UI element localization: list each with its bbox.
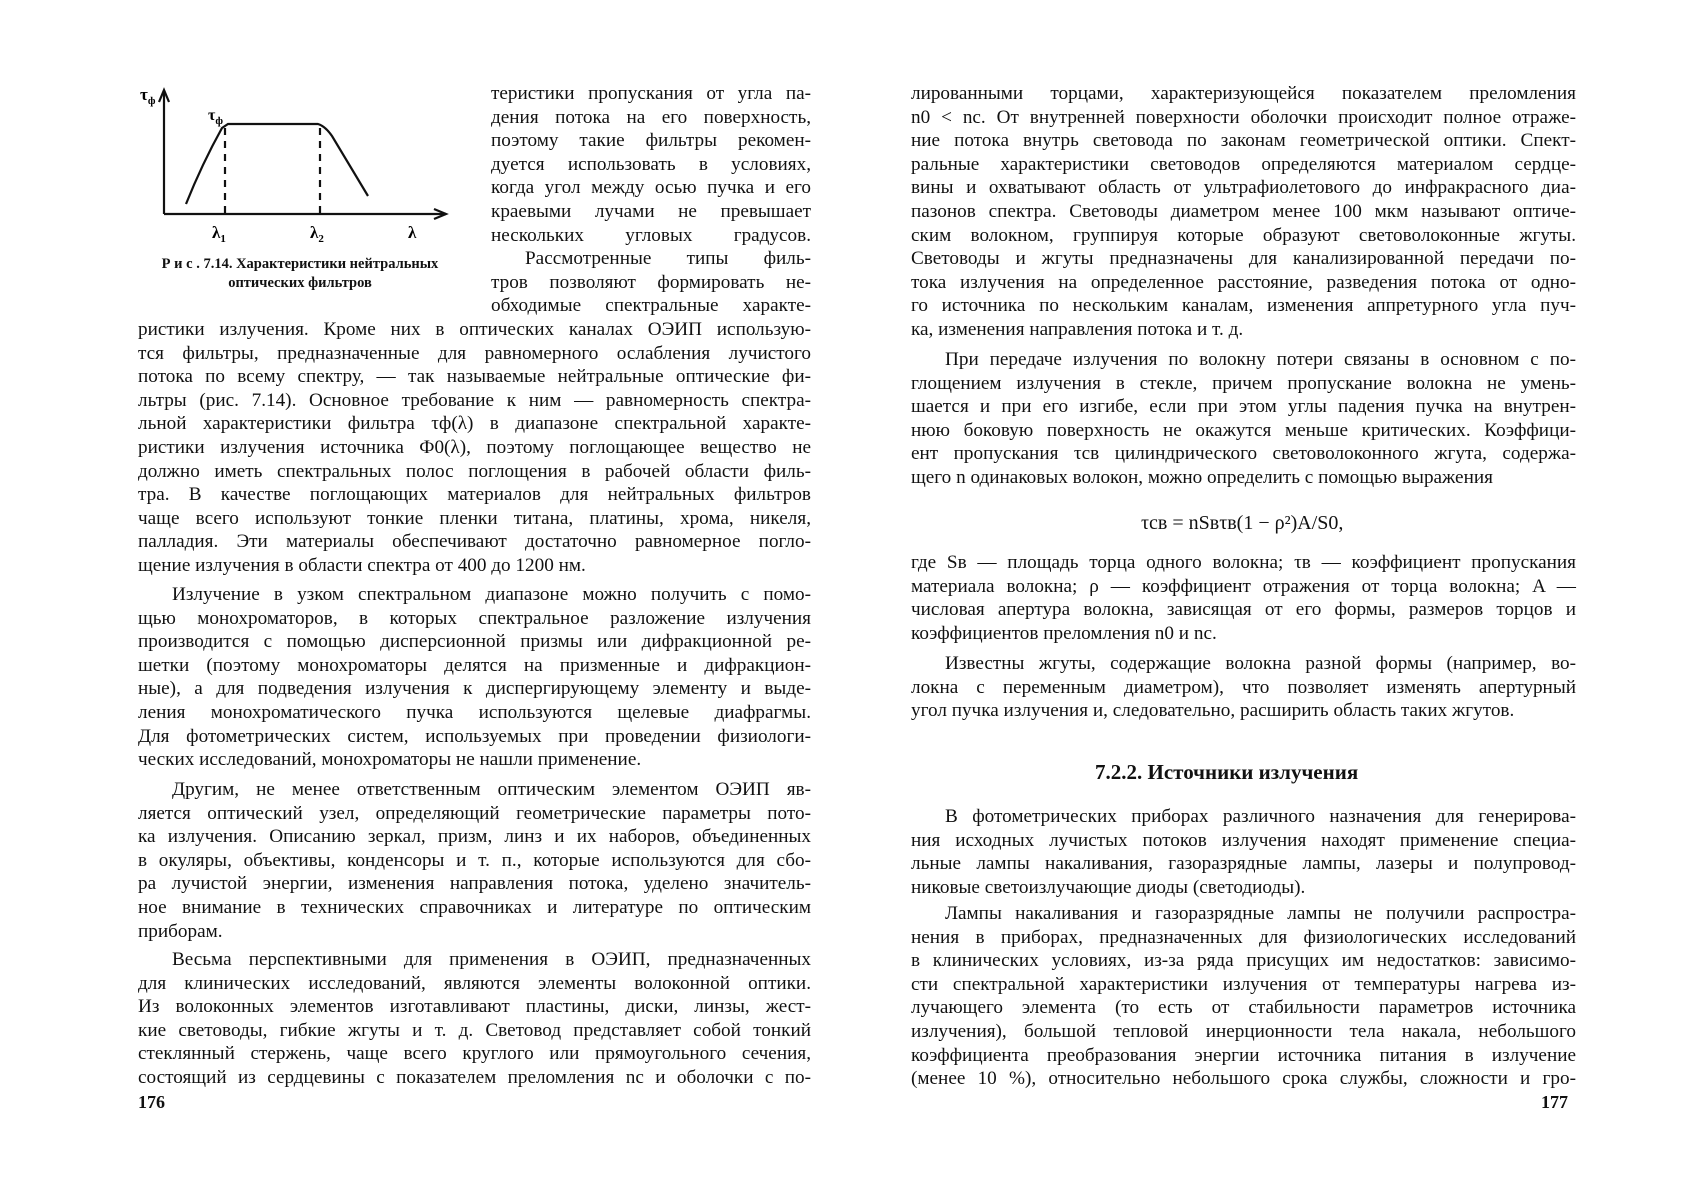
text-line: стеклянный стержень, чаще всего круглого или прямоугольного сечения, [138, 1043, 811, 1065]
left-paragraph-4 [138, 948, 811, 1090]
text-line: лучающего элемента (то есть от стабильности параметров источника [911, 997, 1576, 1019]
text-line: льной характеристики фильтра τф(λ) в диапазоне спектральной характе- [138, 413, 811, 435]
text-line: теристики пропускания от угла па- [491, 83, 811, 104]
text-line: числовая апертура волокна, зависящая от его формы, размеров торцов и [911, 599, 1576, 621]
text-line: ное внимание в технических справочниках и литературе по оптическим [138, 896, 811, 918]
y-axis-label: $\tau_ф$ [140, 85, 156, 107]
text-line: в окуляры, объективы, конденсоры и т. п., которые используются для сбо- [138, 849, 811, 871]
text-line: нескольких угловых градусов. [491, 224, 811, 246]
text-line: сти спектральной характеристики излучения от температуры нагрева из- [911, 973, 1576, 995]
text-line: должно иметь спектральных полос поглощения в рабочей области филь- [138, 460, 811, 482]
text-line: производится с помощью дисперсионной призмы или дифракционной ре- [138, 631, 811, 653]
text-line: Для фотометрических систем, используемых при проведении физиологи- [138, 725, 811, 747]
text-line: ент пропускания τсв цилиндрического световолоконного жгута, содержа- [911, 443, 1576, 465]
right-paragraph-2 [911, 348, 1576, 490]
right-paragraph-1 [911, 82, 1576, 342]
x-axis-label: λ [408, 223, 417, 242]
text-line: ления монохроматического пучка используются щелевые диафрагмы. [138, 701, 811, 723]
text-line: тров позволяют формировать не- [491, 271, 811, 293]
text-line: чаще всего используют тонкие пленки титана, платины, хрома, никеля, [138, 507, 811, 529]
text-line: n0 < nс. От внутренней поверхности оболочки происходит полное отраже- [911, 106, 1576, 128]
left-paragraph-2 [138, 583, 811, 772]
figure-caption-line-2: оптических фильтров [228, 275, 372, 291]
text-line: Весьма перспективными для применения в ОЭИП, предназначенных [172, 949, 811, 970]
text-line: где Sв — площадь торца одного волокна; τв — коэффициент пропускания [911, 552, 1576, 573]
text-line: Излучение в узком спектральном диапазоне можно получить с помо- [172, 584, 811, 605]
text-line: ристики излучения. Кроме них в оптических каналах ОЭИП использую- [138, 319, 811, 340]
text-line: Световоды и жгуты предназначены для канализированной передачи по- [911, 248, 1576, 270]
text-line: тока излучения на определенное расстояние, разведения потока от одно- [911, 271, 1576, 293]
text-line: дения потока на его поверхность, [491, 106, 811, 128]
text-line: Другим, не менее ответственным оптическим элементом ОЭИП яв- [172, 779, 811, 800]
text-line: ка, изменения направления потока и т. д. [911, 318, 1244, 340]
text-line: когда угол между осью пучка и его [491, 177, 811, 199]
text-line: кие световоды, гибкие жгуты и т. д. Световод представляет собой тонкий [138, 1019, 811, 1041]
transmission-formula: τсв = nSвτв(1 − ρ²)A/S0, [1141, 512, 1344, 534]
text-line: щего n одинаковых волокон, можно определить с помощью выражения [911, 466, 1493, 488]
left-page [0, 0, 841, 1191]
text-line: го источника по нескольким каналам, изменения аппретурного угла пуч- [911, 295, 1576, 317]
text-line: вины и охватывают область от ультрафиолетового до инфракрасного диа- [911, 177, 1576, 199]
text-line: поэтому такие фильтры рекомен- [491, 130, 811, 152]
text-line: ским волокном, группируя которые образуют световолоконные жгуты. [911, 224, 1576, 246]
text-line: краевыми лучами не превышает [491, 200, 811, 222]
text-line: ральные характеристики световодов определяются материалом сердце- [911, 153, 1576, 175]
text-line: шается и при его изгибе, если при этом углы падения пучка на внутрен- [911, 396, 1576, 418]
text-line: коэффициента преобразования энергии источника питания в излучение [911, 1044, 1576, 1066]
text-line: тся фильтры, предназначенные для равномерного ослабления лучистого [138, 342, 811, 364]
text-line: палладия. Эти материалы обеспечивают достаточно равномерное погло- [138, 531, 811, 553]
right-page [841, 0, 1683, 1191]
right-paragraph-4 [911, 652, 1576, 723]
text-line: материала волокна; ρ — коэффициент отражения от торца волокна; A — [911, 575, 1576, 597]
text-line: льные лампы накаливания, газоразрядные лампы, лазеры и полупровод- [911, 853, 1576, 875]
text-line: никовые светоизлучающие диоды (светодиоды). [911, 876, 1306, 898]
text-line: состоящий из сердцевины с показателем преломления nс и оболочки с по- [138, 1066, 811, 1088]
text-line: ние потока внутрь световода по законам геометрической оптики. Спект- [911, 130, 1576, 152]
neutral-filter-characteristic-figure [140, 85, 450, 246]
right-paragraph-3 [911, 551, 1576, 645]
text-line: лированными торцами, характеризующейся показателем преломления [911, 83, 1576, 104]
left-paragraph-1 [138, 318, 811, 578]
text-line: тра. В качестве поглощающих материалов для нейтральных фильтров [138, 484, 811, 506]
text-line: льтры (рис. 7.14). Основное требование к ним — равномерность спектра- [138, 389, 811, 411]
text-line: пазонов спектра. Световоды диаметром менее 100 мкм называют оптиче- [911, 200, 1576, 222]
text-line: в клинических условиях, из-за ряда присущих им недостатков: зависимо- [911, 950, 1576, 972]
text-line: ляется оптический узел, определяющий геометрические параметры пото- [138, 802, 811, 824]
text-line: щью монохроматоров, в которых спектральное разложение излучения [138, 607, 811, 629]
text-line: коэффициентов преломления n0 и nс. [911, 622, 1217, 644]
text-line: ристики излучения источника Ф0(λ), поэтому поглощающее вещество не [138, 436, 811, 458]
section-heading: 7.2.2. Источники излучения [1095, 760, 1359, 784]
text-line: обходимые спектральные характе- [491, 295, 811, 317]
text-line: глощением излучения в стекле, причем пропускание волокна не умень- [911, 372, 1576, 394]
plateau-label: $\tau_ф$ [208, 107, 223, 127]
text-line: Рассмотренные типы филь- [525, 248, 811, 270]
lambda2-tick-label: $\lambda_2$ [310, 223, 324, 245]
text-line: В фотометрических приборах различного назначения для генерирова- [945, 806, 1576, 827]
text-line: ные), а для подведения излучения к диспергирующему элементу и выде- [138, 678, 811, 700]
wrap-text-beside-figure [491, 82, 811, 318]
text-line: Лампы накаливания и газоразрядные лампы не получили распростра- [945, 903, 1576, 924]
left-paragraph-3 [138, 778, 811, 943]
text-line: При передаче излучения по волокну потери связаны в основном с по- [945, 349, 1576, 370]
text-line: локна с переменным диаметром), что позволяет изменять апертурный [911, 676, 1576, 698]
text-line: приборам. [138, 920, 223, 942]
page-number-right: 177 [1541, 1092, 1568, 1112]
page-number-left: 176 [138, 1092, 165, 1112]
text-line: щение излучения в области спектра от 400 до 1200 нм. [138, 554, 586, 576]
text-line: ческих исследований, монохроматоры не нашли применение. [138, 749, 642, 771]
figure-caption-line-1: Р и с . 7.14. Характеристики нейтральных [161, 256, 439, 272]
right-paragraph-5 [911, 805, 1576, 899]
text-line: нения в приборах, предназначенных для физиологических исследований [911, 926, 1576, 948]
text-line: для клинических исследований, являются элементы волоконной оптики. [138, 972, 811, 994]
text-line: ка излучения. Описанию зеркал, призм, линз и их наборов, объединенных [138, 826, 811, 848]
text-line: дуется использовать в условиях, [491, 153, 811, 175]
text-line: угол пучка излучения и, следовательно, расширить область таких жгутов. [911, 700, 1515, 722]
text-line: ния исходных лучистых потоков излучения находят применение специа- [911, 829, 1576, 851]
text-line: Из волоконных элементов изготавливают пластины, диски, линзы, жест- [138, 996, 811, 1018]
text-line: нюю боковую поверхность не окажутся меньше критических. Коэффици- [911, 419, 1576, 441]
text-line: шетки (поэтому монохроматоры делятся на призменные и дифракцион- [138, 654, 811, 676]
text-line: Известны жгуты, содержащие волокна разной формы (например, во- [945, 653, 1576, 674]
right-paragraph-6 [911, 902, 1576, 1091]
text-line: ра лучистой энергии, изменения направления потока, уделено значитель- [138, 873, 811, 895]
transmission-curve [186, 124, 368, 204]
lambda1-tick-label: $\lambda_1$ [212, 223, 226, 245]
text-line: излучения), большой тепловой инерционности тела накала, небольшого [911, 1020, 1576, 1042]
figure-caption [140, 255, 460, 293]
text-line: потока по всему спектру, — так называемые нейтральные оптические фи- [138, 366, 811, 388]
text-line: (менее 10 %), относительно небольшого срока службы, сложности и гро- [911, 1068, 1576, 1090]
